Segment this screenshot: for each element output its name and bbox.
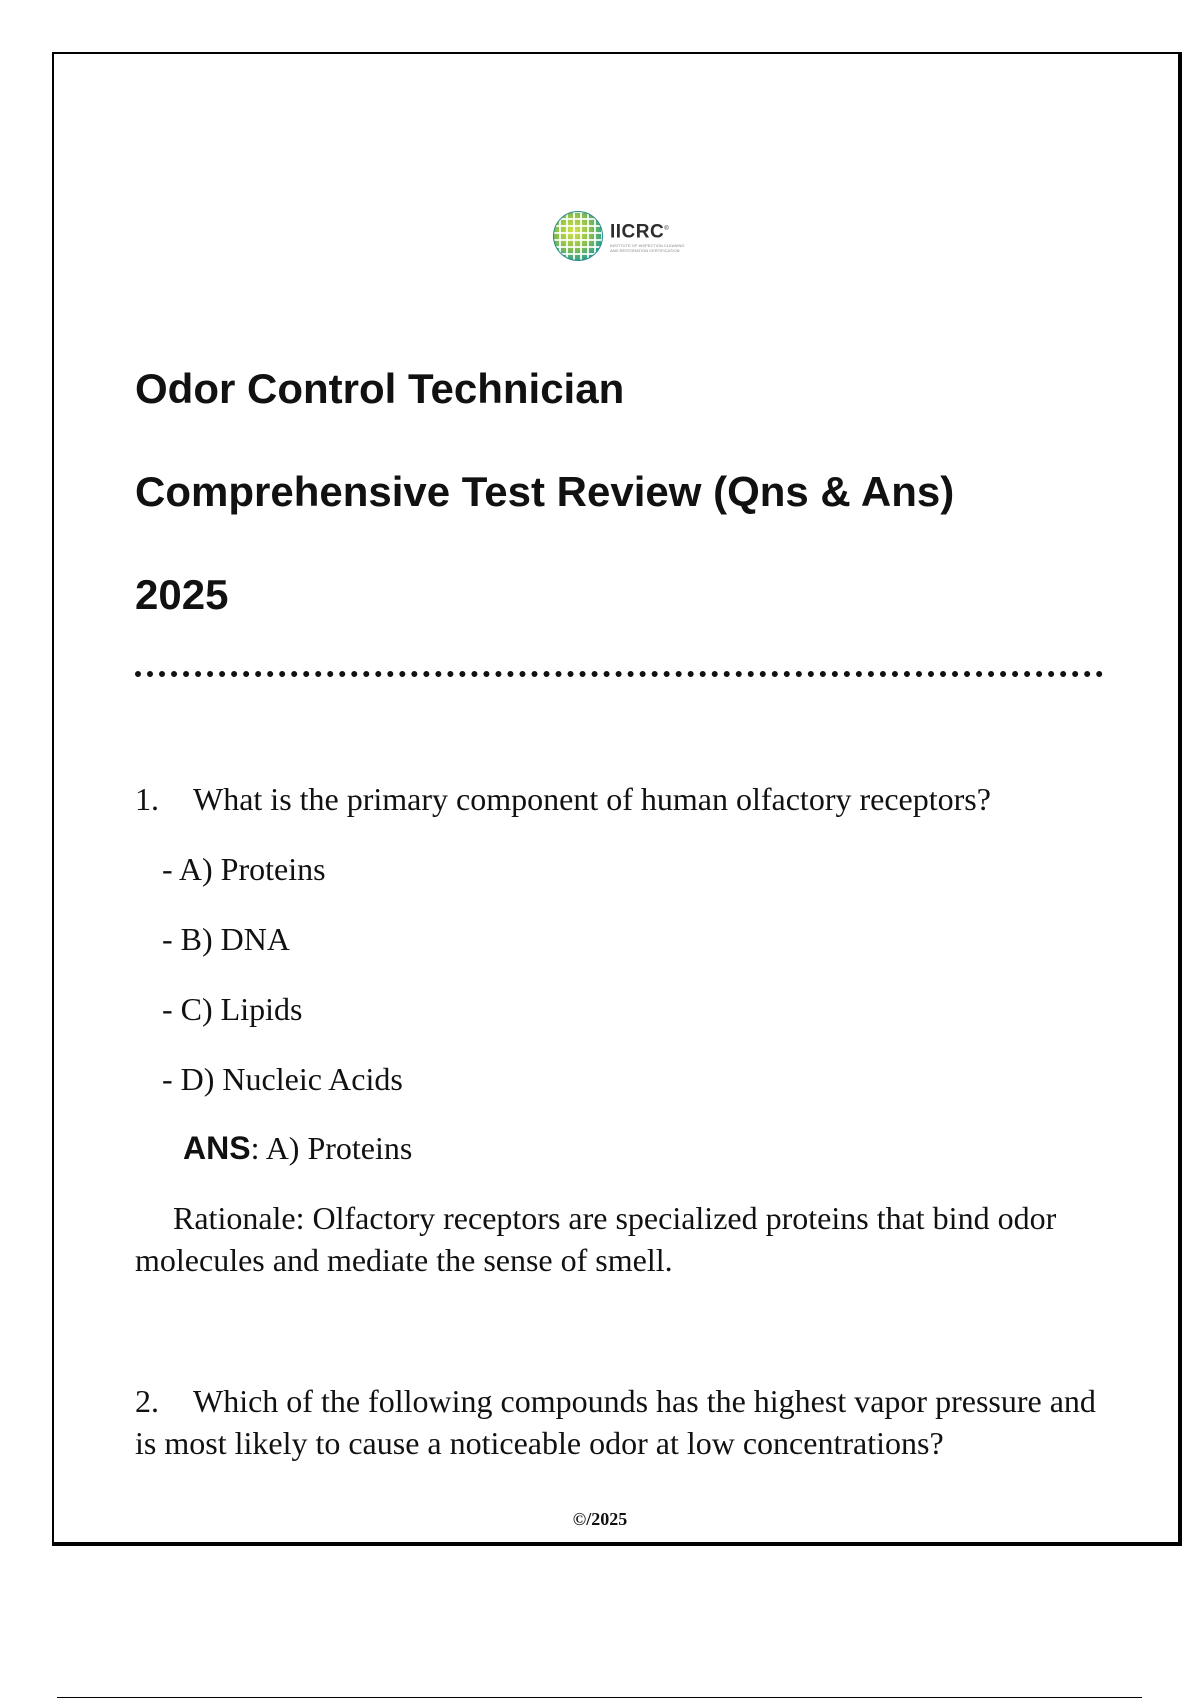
question-text: What is the primary component of human olfactory receptors? (193, 781, 991, 817)
option-a: - A) Proteins (162, 851, 326, 887)
globe-icon (553, 211, 603, 261)
option-c: - C) Lipids (162, 991, 303, 1027)
logo-name: IICRC® (610, 221, 670, 243)
logo-text (610, 219, 690, 252)
document-year: 2025 (135, 571, 229, 618)
bottom-divider (57, 1697, 1142, 1698)
question-text: Which of the following compounds has the highest vapor pressure and is most likely to cause a noticeable odor at low concentrations? (135, 1383, 1096, 1461)
document-title: Odor Control Technician (135, 365, 625, 412)
copyright-footer: ©/2025 (572, 1509, 628, 1529)
question-1 (135, 778, 1105, 820)
document-subtitle: Comprehensive Test Review (Qns & Ans) (135, 468, 955, 515)
question-number: 1. (135, 781, 159, 817)
rationale: Rationale: Olfactory receptors are specialized proteins that bind odor molecules and mediate the sense of smell. (135, 1200, 1057, 1278)
answer-text: : A) Proteins (250, 1130, 413, 1166)
logo-tagline: INSTITUTE OF INSPECTION CLEANING AND RESTORATION CERTIFICATION (610, 242, 685, 253)
question-number: 2. (135, 1383, 159, 1419)
answer-line (183, 1128, 412, 1168)
dotted-divider (135, 671, 1103, 677)
question-2 (135, 1380, 1105, 1464)
option-b: - B) DNA (162, 921, 290, 957)
answer-label: ANS (183, 1130, 251, 1166)
iicrc-logo (553, 210, 690, 262)
option-d: - D) Nucleic Acids (162, 1061, 403, 1097)
